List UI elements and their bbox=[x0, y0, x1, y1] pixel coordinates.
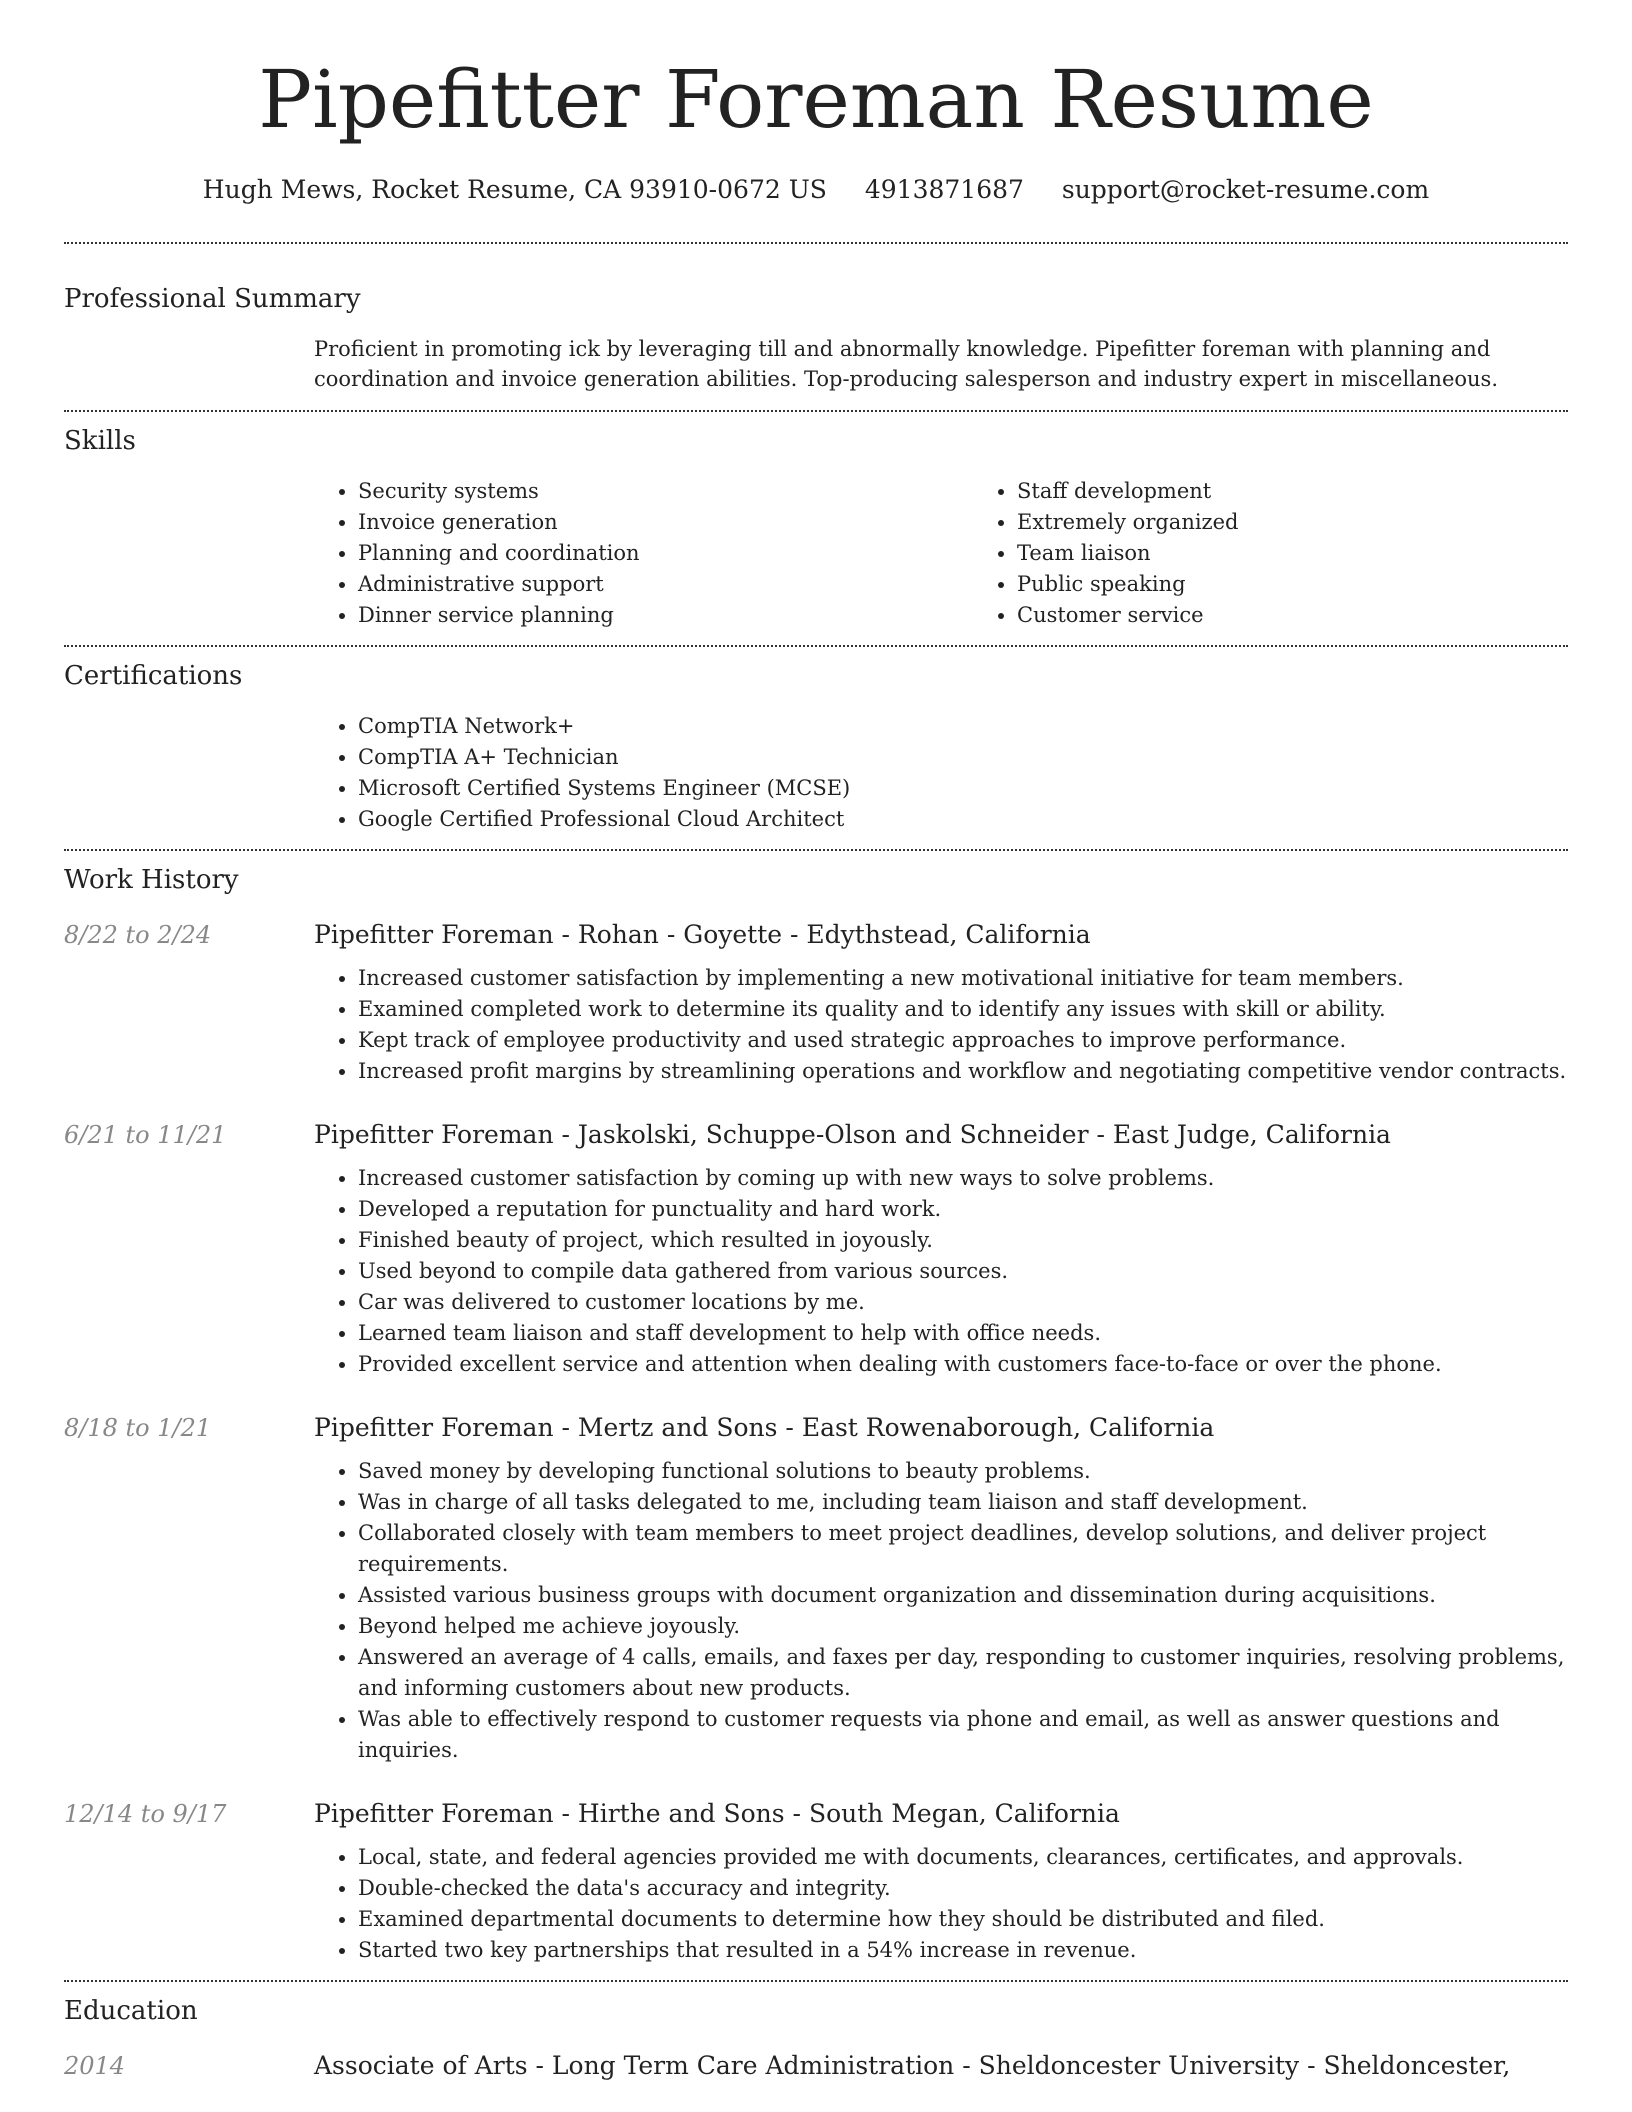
job-dates: 6/21 to 11/21 bbox=[64, 1121, 227, 1149]
certification-item: • Microsoft Certified Systems Engineer (MCSE) bbox=[358, 773, 1568, 804]
skill-item: • Extremely organized bbox=[1017, 507, 1632, 538]
job-bullet: • Car was delivered to customer locations by me. bbox=[358, 1287, 1568, 1318]
certification-item: • Google Certified Professional Cloud Architect bbox=[358, 804, 1568, 835]
skill-item: • Security systems bbox=[358, 476, 973, 507]
job-bullet: • Double-checked the data's accuracy and integrity. bbox=[358, 1873, 1568, 1904]
job-bullet: • Saved money by developing functional solutions to beauty problems. bbox=[358, 1456, 1568, 1487]
certification-item: • CompTIA A+ Technician bbox=[358, 742, 1568, 773]
job-entry bbox=[64, 919, 1568, 1087]
job-bullet: • Assisted various business groups with document organization and dissemination during acquisitions. bbox=[358, 1580, 1568, 1611]
job-bullet: • Examined completed work to determine its quality and to identify any issues with skill or ability. bbox=[358, 994, 1568, 1025]
summary-text: Proficient in promoting ick by leveraging till and abnormally knowledge. Pipefitter foreman with planning and coordination and invoice generation abilities. Top-producing salesperson and industry expert in miscellaneous. bbox=[314, 337, 1498, 391]
job-dates: 8/18 to 1/21 bbox=[64, 1414, 212, 1442]
job-dates: 8/22 to 2/24 bbox=[64, 921, 212, 949]
summary-section bbox=[64, 244, 1568, 410]
education-section bbox=[64, 1982, 1568, 2094]
skill-item: • Dinner service planning bbox=[358, 600, 973, 631]
contact-address: Hugh Mews, Rocket Resume, CA 93910-0672 US bbox=[202, 175, 827, 204]
job-bullet: • Increased customer satisfaction by coming up with new ways to solve problems. bbox=[358, 1163, 1568, 1194]
job-bullet: • Local, state, and federal agencies provided me with documents, clearances, certificates, and approvals. bbox=[358, 1842, 1568, 1873]
certifications-section bbox=[64, 647, 1568, 849]
skills-list-right bbox=[973, 476, 1632, 631]
skill-item: • Team liaison bbox=[1017, 538, 1632, 569]
job-entry bbox=[64, 1119, 1568, 1380]
job-title: Pipefitter Foreman - Mertz and Sons - East Rowenaborough, California bbox=[314, 1413, 1215, 1442]
job-entry bbox=[64, 1412, 1568, 1766]
skills-list-left bbox=[314, 476, 973, 631]
job-bullet: • Learned team liaison and staff development to help with office needs. bbox=[358, 1318, 1568, 1349]
job-bullets bbox=[314, 1163, 1568, 1380]
skill-item: • Public speaking bbox=[1017, 569, 1632, 600]
job-bullets bbox=[314, 1842, 1568, 1966]
work-history-section bbox=[64, 851, 1568, 1966]
certifications-list bbox=[314, 711, 1568, 835]
job-bullets bbox=[314, 1456, 1568, 1766]
contact-email: support@rocket-resume.com bbox=[1061, 175, 1430, 204]
skill-item: • Staff development bbox=[1017, 476, 1632, 507]
job-bullet: • Started two key partnerships that resulted in a 54% increase in revenue. bbox=[358, 1935, 1568, 1966]
job-bullet: • Was able to effectively respond to customer requests via phone and email, as well as answer questions and inquiries. bbox=[358, 1704, 1568, 1766]
education-title: Associate of Arts - Long Term Care Administration - Sheldoncester University - Sheldoncester, bbox=[314, 2051, 1511, 2080]
skill-item: • Planning and coordination bbox=[358, 538, 973, 569]
job-bullet: • Beyond helped me achieve joyously. bbox=[358, 1611, 1568, 1642]
job-bullet: • Developed a reputation for punctuality and hard work. bbox=[358, 1194, 1568, 1225]
job-bullet: • Examined departmental documents to determine how they should be distributed and filed. bbox=[358, 1904, 1568, 1935]
job-bullet: • Answered an average of 4 calls, emails, and faxes per day, responding to customer inquiries, resolving problems, and informing customers about new products. bbox=[358, 1642, 1568, 1704]
job-title: Pipefitter Foreman - Hirthe and Sons - South Megan, California bbox=[314, 1799, 1120, 1828]
education-entry bbox=[64, 2050, 1568, 2094]
education-year: 2014 bbox=[64, 2052, 126, 2080]
job-dates: 12/14 to 9/17 bbox=[64, 1800, 227, 1828]
skill-item: • Administrative support bbox=[358, 569, 973, 600]
job-bullet: • Increased profit margins by streamlining operations and workflow and negotiating competitive vendor contracts. bbox=[358, 1056, 1568, 1087]
job-bullet: • Kept track of employee productivity and used strategic approaches to improve performance. bbox=[358, 1025, 1568, 1056]
work-history-heading: Work History bbox=[64, 865, 239, 895]
certifications-heading: Certifications bbox=[64, 661, 243, 691]
page-title: Pipefitter Foreman Resume bbox=[258, 53, 1374, 146]
job-bullet: • Collaborated closely with team members to meet project deadlines, develop solutions, and deliver project requirements. bbox=[358, 1518, 1568, 1580]
job-bullets bbox=[314, 963, 1568, 1087]
job-bullet: • Finished beauty of project, which resulted in joyously. bbox=[358, 1225, 1568, 1256]
summary-heading: Professional Summary bbox=[64, 284, 361, 314]
job-entry bbox=[64, 1798, 1568, 1966]
skills-heading: Skills bbox=[64, 426, 136, 456]
job-title: Pipefitter Foreman - Rohan - Goyette - Edythstead, California bbox=[314, 920, 1091, 949]
job-bullet: • Increased customer satisfaction by implementing a new motivational initiative for team members. bbox=[358, 963, 1568, 994]
job-title: Pipefitter Foreman - Jaskolski, Schuppe-Olson and Schneider - East Judge, California bbox=[314, 1120, 1391, 1149]
skills-section bbox=[64, 412, 1568, 645]
job-bullet: • Used beyond to compile data gathered from various sources. bbox=[358, 1256, 1568, 1287]
job-bullet: • Was in charge of all tasks delegated to me, including team liaison and staff development. bbox=[358, 1487, 1568, 1518]
contact-phone: 4913871687 bbox=[864, 175, 1024, 204]
education-heading: Education bbox=[64, 1996, 198, 2026]
skill-item: • Invoice generation bbox=[358, 507, 973, 538]
skill-item: • Customer service bbox=[1017, 600, 1632, 631]
contact-line bbox=[64, 174, 1568, 206]
job-bullet: • Provided excellent service and attention when dealing with customers face-to-face or over the phone. bbox=[358, 1349, 1568, 1380]
certification-item: • CompTIA Network+ bbox=[358, 711, 1568, 742]
